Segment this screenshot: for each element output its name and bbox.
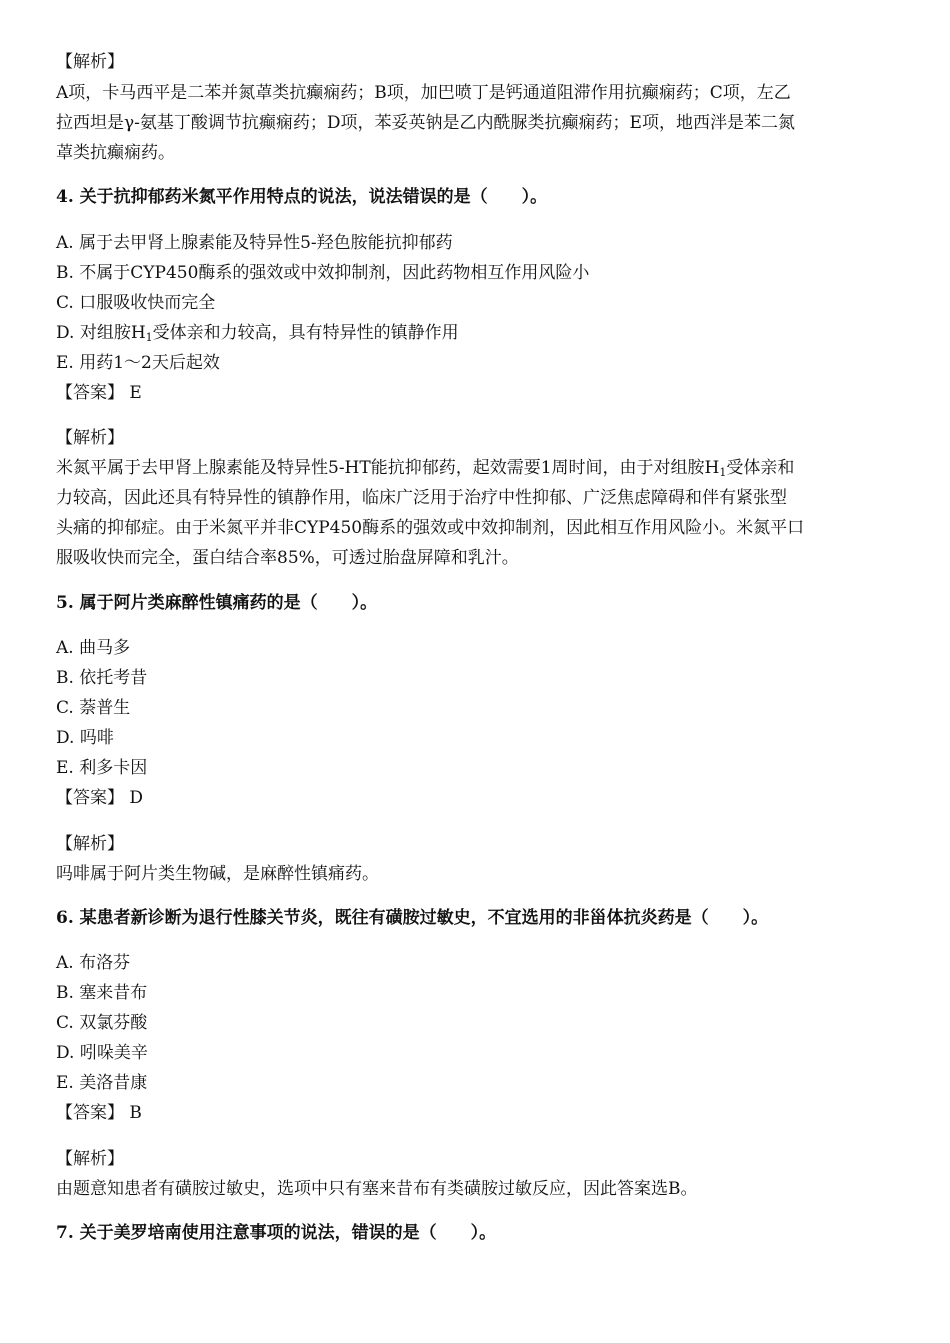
q6-option-c: C. 双氯芬酸 — [56, 1013, 148, 1033]
analysis-text-line: A项，卡马西平是二苯并氮䓬类抗癫痫药；B项，加巴喷丁是钙通道阻滞作用抗癫痫药；C项，左乙 — [56, 83, 791, 103]
question-5-title: 5. 属于阿片类麻醉性镇痛药的是（ ）。 — [56, 593, 378, 613]
q4-analysis-line — [56, 457, 794, 484]
analysis-text-line: 䓬类抗癫痫药。 — [56, 143, 175, 163]
q5-analysis-line: 吗啡属于阿片类生物碱，是麻醉性镇痛药。 — [56, 864, 379, 884]
q6-answer: 【答案】 B — [56, 1103, 142, 1123]
q6-analysis-label: 【解析】 — [56, 1149, 124, 1169]
analysis-label: 【解析】 — [56, 52, 124, 72]
q4-option-d-subscript: 1 — [145, 331, 153, 344]
analysis-text-line: 拉西坦是γ-氨基丁酸调节抗癫痫药；D项，苯妥英钠是乙内酰脲类抗癫痫药；E项，地西泮是苯二氮 — [56, 113, 795, 133]
q6-analysis-line: 由题意知患者有磺胺过敏史，选项中只有塞来昔布有类磺胺过敏反应，因此答案选B。 — [56, 1179, 698, 1199]
q4-option-d — [56, 322, 459, 349]
q4-option-a: A. 属于去甲肾上腺素能及特异性5-羟色胺能抗抑郁药 — [56, 233, 453, 253]
question-7-title: 7. 关于美罗培南使用注意事项的说法，错误的是（ ）。 — [56, 1223, 497, 1243]
q4-analysis-l1-post: 受体亲和 — [726, 458, 795, 478]
q6-option-a: A. 布洛芬 — [56, 953, 131, 973]
q5-analysis-label: 【解析】 — [56, 834, 124, 854]
q4-analysis-label: 【解析】 — [56, 428, 124, 448]
q5-option-a: A. 曲马多 — [56, 638, 131, 658]
q5-option-b: B. 依托考昔 — [56, 668, 148, 688]
q6-option-e: E. 美洛昔康 — [56, 1073, 148, 1093]
q4-option-c: C. 口服吸收快而完全 — [56, 293, 216, 313]
q4-option-b: B. 不属于CYP450酶系的强效或中效抑制剂，因此药物相互作用风险小 — [56, 263, 590, 283]
q4-analysis-subscript: 1 — [719, 466, 727, 479]
q5-answer: 【答案】 D — [56, 788, 144, 808]
q6-option-b: B. 塞来昔布 — [56, 983, 148, 1003]
q4-analysis-line: 服吸收快而完全，蛋白结合率85%，可透过胎盘屏障和乳汁。 — [56, 548, 519, 568]
question-4-title: 4. 关于抗抑郁药米氮平作用特点的说法，说法错误的是（ ）。 — [56, 187, 548, 207]
q5-option-e: E. 利多卡因 — [56, 758, 148, 778]
q4-analysis-line: 头痛的抑郁症。由于米氮平并非CYP450酶系的强效或中效抑制剂，因此相互作用风险小。米氮平口 — [56, 518, 805, 538]
q4-option-d-pre: D. 对组胺H — [56, 323, 146, 343]
q4-analysis-line: 力较高，因此还具有特异性的镇静作用，临床广泛用于治疗中性抑郁、广泛焦虑障碍和伴有紧张型 — [56, 488, 787, 508]
question-6-title: 6. 某患者新诊断为退行性膝关节炎，既往有磺胺过敏史，不宜选用的非甾体抗炎药是（ ）。 — [56, 908, 769, 928]
q4-answer: 【答案】 E — [56, 383, 142, 403]
q5-option-d: D. 吗啡 — [56, 728, 114, 748]
q5-option-c: C. 萘普生 — [56, 698, 131, 718]
q4-analysis-l1-pre: 米氮平属于去甲肾上腺素能及特异性5-HT能抗抑郁药，起效需要1周时间，由于对组胺H — [56, 458, 720, 478]
q4-option-d-post: 受体亲和力较高，具有特异性的镇静作用 — [152, 323, 459, 343]
q6-option-d: D. 吲哚美辛 — [56, 1043, 148, 1063]
q4-option-e: E. 用药1～2天后起效 — [56, 353, 220, 373]
